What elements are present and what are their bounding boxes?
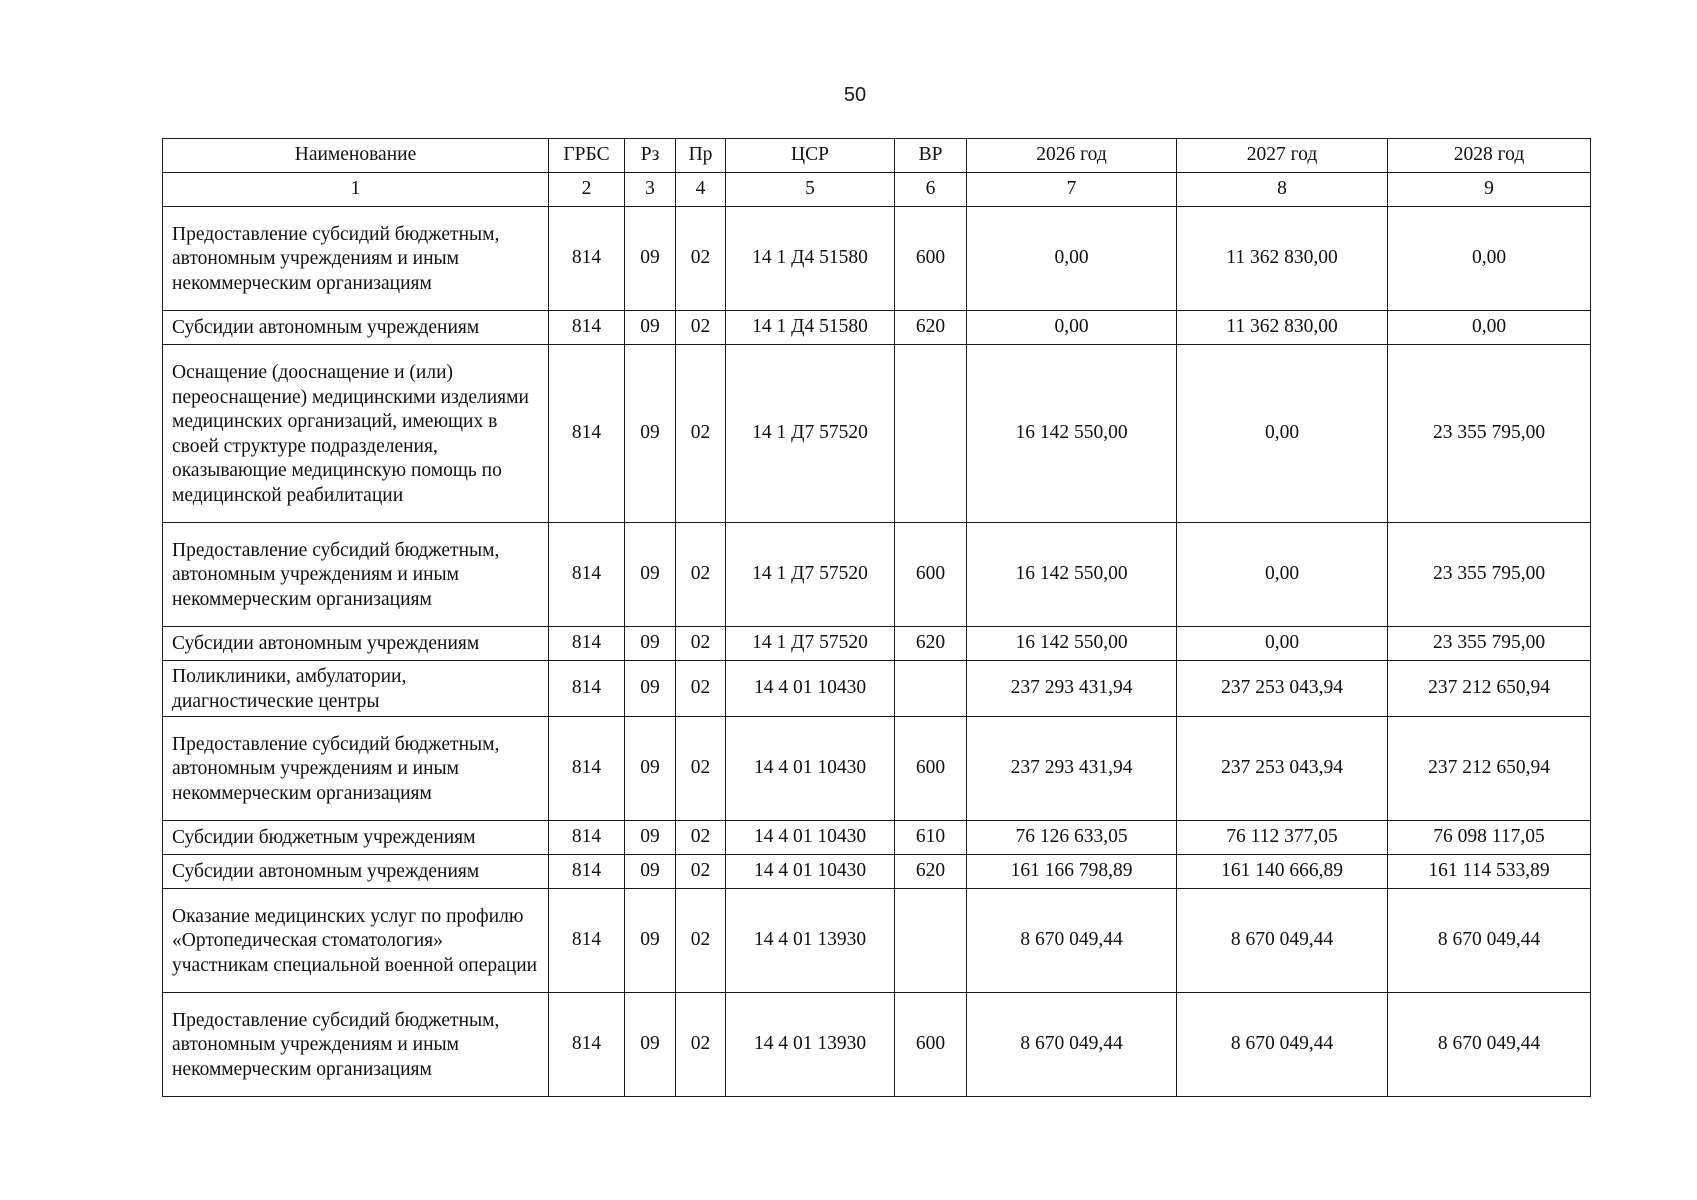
column-number: 1 xyxy=(163,173,549,207)
column-number: 3 xyxy=(625,173,676,207)
page-number: 50 xyxy=(843,84,867,106)
row-amount-2026: 8 670 049,44 xyxy=(967,889,1177,993)
row-csr: 14 1 Д4 51580 xyxy=(726,311,895,345)
row-amount-2028: 23 355 795,00 xyxy=(1388,345,1591,523)
row-pr: 02 xyxy=(676,821,726,855)
row-amount-2028: 76 098 117,05 xyxy=(1388,821,1591,855)
row-amount-2027: 11 362 830,00 xyxy=(1177,207,1388,311)
header-row xyxy=(163,139,1591,173)
row-name: Субсидии бюджетным учреждениям xyxy=(163,821,549,855)
row-rz: 09 xyxy=(625,207,676,311)
row-rz: 09 xyxy=(625,717,676,821)
row-amount-2028: 23 355 795,00 xyxy=(1388,627,1591,661)
column-number: 8 xyxy=(1177,173,1388,207)
row-pr: 02 xyxy=(676,207,726,311)
row-name: Оснащение (дооснащение и (или) переоснащение) медицинскими изделиями медицинских организаций, имеющих в своей структуре подразделения, оказывающие медицинскую помощь по медицинской реабилитации xyxy=(163,345,549,523)
row-amount-2026: 16 142 550,00 xyxy=(967,627,1177,661)
table-row xyxy=(163,889,1591,993)
row-amount-2028: 237 212 650,94 xyxy=(1388,661,1591,717)
row-grbs: 814 xyxy=(549,311,625,345)
row-pr: 02 xyxy=(676,345,726,523)
column-number: 7 xyxy=(967,173,1177,207)
row-grbs: 814 xyxy=(549,345,625,523)
column-number: 2 xyxy=(549,173,625,207)
row-rz: 09 xyxy=(625,311,676,345)
header-csr: ЦСР xyxy=(726,139,895,173)
row-rz: 09 xyxy=(625,523,676,627)
row-amount-2027: 161 140 666,89 xyxy=(1177,855,1388,889)
row-amount-2026: 237 293 431,94 xyxy=(967,661,1177,717)
header-rz: Рз xyxy=(625,139,676,173)
row-amount-2027: 0,00 xyxy=(1177,523,1388,627)
row-rz: 09 xyxy=(625,855,676,889)
row-csr: 14 1 Д7 57520 xyxy=(726,627,895,661)
row-csr: 14 4 01 10430 xyxy=(726,855,895,889)
row-amount-2026: 237 293 431,94 xyxy=(967,717,1177,821)
row-amount-2027: 0,00 xyxy=(1177,345,1388,523)
row-amount-2027: 237 253 043,94 xyxy=(1177,717,1388,821)
row-vr xyxy=(895,345,967,523)
row-name: Предоставление субсидий бюджетным, автономным учреждениям и иным некоммерческим организациям xyxy=(163,207,549,311)
header-2027: 2027 год xyxy=(1177,139,1388,173)
row-grbs: 814 xyxy=(549,889,625,993)
table-row xyxy=(163,855,1591,889)
table-row xyxy=(163,661,1591,717)
row-amount-2026: 76 126 633,05 xyxy=(967,821,1177,855)
row-rz: 09 xyxy=(625,627,676,661)
row-name: Предоставление субсидий бюджетным, автономным учреждениям и иным некоммерческим организациям xyxy=(163,993,549,1097)
row-csr: 14 1 Д4 51580 xyxy=(726,207,895,311)
row-vr xyxy=(895,661,967,717)
row-amount-2028: 237 212 650,94 xyxy=(1388,717,1591,821)
row-amount-2027: 8 670 049,44 xyxy=(1177,889,1388,993)
row-name: Предоставление субсидий бюджетным, автономным учреждениям и иным некоммерческим организациям xyxy=(163,523,549,627)
row-grbs: 814 xyxy=(549,207,625,311)
table-row xyxy=(163,717,1591,821)
row-pr: 02 xyxy=(676,993,726,1097)
row-amount-2026: 8 670 049,44 xyxy=(967,993,1177,1097)
row-grbs: 814 xyxy=(549,855,625,889)
header-name: Наименование xyxy=(163,139,549,173)
row-csr: 14 1 Д7 57520 xyxy=(726,523,895,627)
column-number: 5 xyxy=(726,173,895,207)
table-row xyxy=(163,345,1591,523)
row-vr: 600 xyxy=(895,523,967,627)
row-vr: 600 xyxy=(895,717,967,821)
row-amount-2028: 23 355 795,00 xyxy=(1388,523,1591,627)
budget-table xyxy=(162,138,1591,1097)
row-name: Предоставление субсидий бюджетным, автономным учреждениям и иным некоммерческим организациям xyxy=(163,717,549,821)
row-grbs: 814 xyxy=(549,993,625,1097)
header-2028: 2028 год xyxy=(1388,139,1591,173)
row-amount-2027: 76 112 377,05 xyxy=(1177,821,1388,855)
row-amount-2028: 8 670 049,44 xyxy=(1388,993,1591,1097)
row-grbs: 814 xyxy=(549,523,625,627)
column-number: 4 xyxy=(676,173,726,207)
row-amount-2027: 0,00 xyxy=(1177,627,1388,661)
row-amount-2028: 0,00 xyxy=(1388,207,1591,311)
header-vr: ВР xyxy=(895,139,967,173)
row-amount-2027: 237 253 043,94 xyxy=(1177,661,1388,717)
row-vr: 620 xyxy=(895,627,967,661)
row-amount-2026: 16 142 550,00 xyxy=(967,345,1177,523)
row-name: Оказание медицинских услуг по профилю «Ортопедическая стоматология» участникам специальной военной операции xyxy=(163,889,549,993)
header-pr: Пр xyxy=(676,139,726,173)
row-pr: 02 xyxy=(676,855,726,889)
row-csr: 14 4 01 13930 xyxy=(726,889,895,993)
row-csr: 14 4 01 10430 xyxy=(726,821,895,855)
row-grbs: 814 xyxy=(549,627,625,661)
row-csr: 14 4 01 10430 xyxy=(726,661,895,717)
row-rz: 09 xyxy=(625,821,676,855)
table-row xyxy=(163,821,1591,855)
column-number: 6 xyxy=(895,173,967,207)
row-grbs: 814 xyxy=(549,717,625,821)
table-row xyxy=(163,207,1591,311)
table-row xyxy=(163,311,1591,345)
row-amount-2026: 16 142 550,00 xyxy=(967,523,1177,627)
row-pr: 02 xyxy=(676,523,726,627)
row-vr xyxy=(895,889,967,993)
row-pr: 02 xyxy=(676,627,726,661)
row-amount-2028: 8 670 049,44 xyxy=(1388,889,1591,993)
row-name: Субсидии автономным учреждениям xyxy=(163,627,549,661)
row-csr: 14 4 01 13930 xyxy=(726,993,895,1097)
table-row xyxy=(163,993,1591,1097)
column-number-row xyxy=(163,173,1591,207)
table-row xyxy=(163,627,1591,661)
row-rz: 09 xyxy=(625,345,676,523)
row-vr: 620 xyxy=(895,311,967,345)
row-pr: 02 xyxy=(676,661,726,717)
header-2026: 2026 год xyxy=(967,139,1177,173)
row-pr: 02 xyxy=(676,717,726,821)
row-amount-2026: 0,00 xyxy=(967,207,1177,311)
row-rz: 09 xyxy=(625,889,676,993)
row-vr: 610 xyxy=(895,821,967,855)
row-csr: 14 4 01 10430 xyxy=(726,717,895,821)
row-amount-2028: 0,00 xyxy=(1388,311,1591,345)
row-amount-2027: 11 362 830,00 xyxy=(1177,311,1388,345)
row-vr: 600 xyxy=(895,993,967,1097)
row-amount-2026: 0,00 xyxy=(967,311,1177,345)
row-amount-2026: 161 166 798,89 xyxy=(967,855,1177,889)
row-name: Поликлиники, амбулатории, диагностические центры xyxy=(163,661,549,717)
row-vr: 600 xyxy=(895,207,967,311)
row-pr: 02 xyxy=(676,311,726,345)
header-grbs: ГРБС xyxy=(549,139,625,173)
row-rz: 09 xyxy=(625,661,676,717)
row-rz: 09 xyxy=(625,993,676,1097)
row-vr: 620 xyxy=(895,855,967,889)
row-grbs: 814 xyxy=(549,821,625,855)
row-csr: 14 1 Д7 57520 xyxy=(726,345,895,523)
table-row xyxy=(163,523,1591,627)
row-pr: 02 xyxy=(676,889,726,993)
row-amount-2028: 161 114 533,89 xyxy=(1388,855,1591,889)
row-name: Субсидии автономным учреждениям xyxy=(163,311,549,345)
row-amount-2027: 8 670 049,44 xyxy=(1177,993,1388,1097)
column-number: 9 xyxy=(1388,173,1591,207)
row-grbs: 814 xyxy=(549,661,625,717)
row-name: Субсидии автономным учреждениям xyxy=(163,855,549,889)
